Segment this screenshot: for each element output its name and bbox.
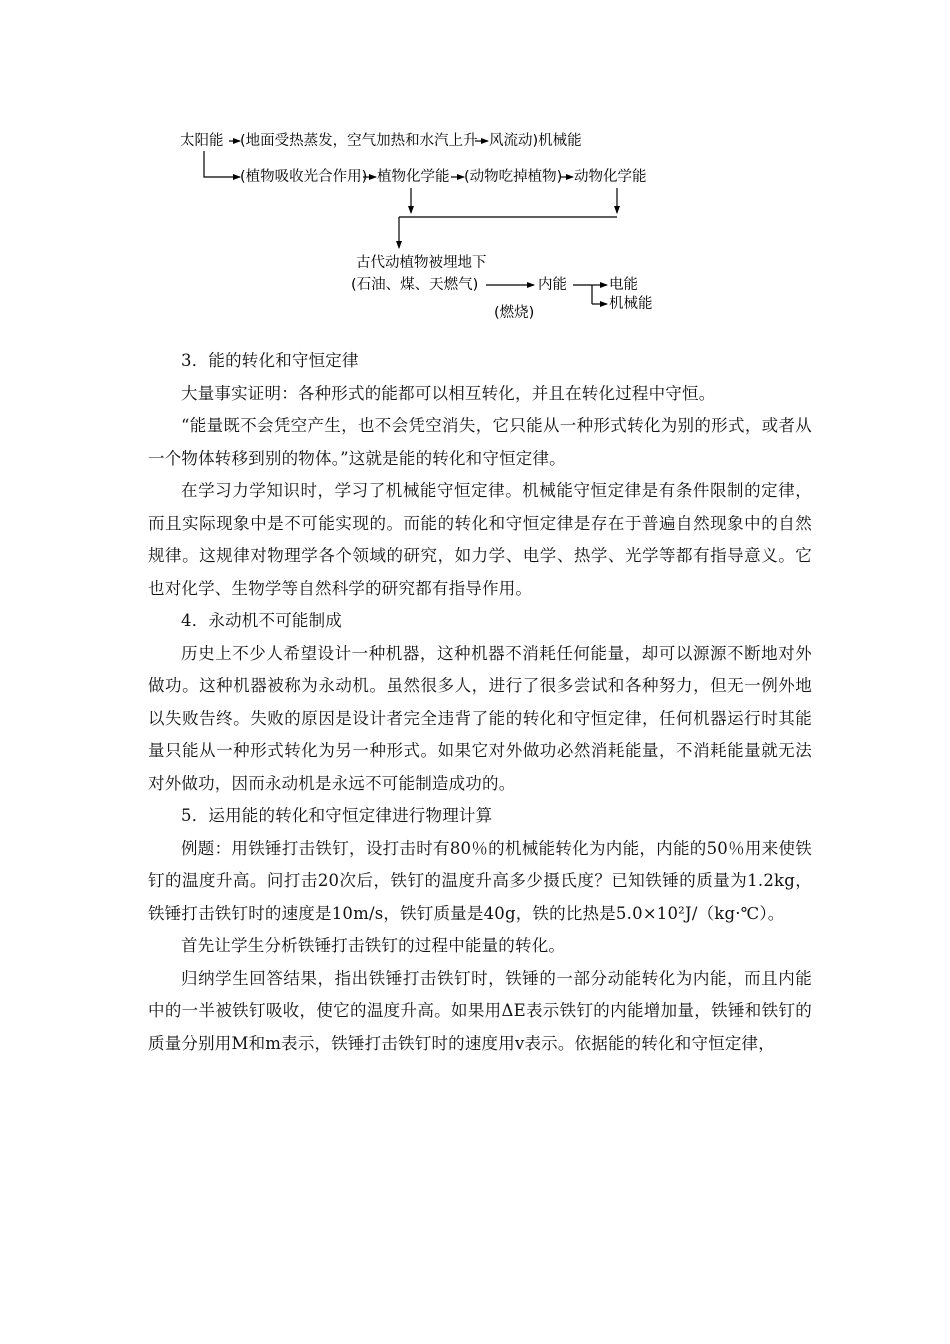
example-problem: 例题：用铁锤打击铁钉，设打击时有80％的机械能转化为内能，内能的50％用来使铁钉的温度升高。问打击20次后，铁钉的温度升高多少摄氏度？已知铁锤的质量为1.2kg，铁锤打击铁钉时的速度是10m/s，铁钉质量是40g，铁的比热是5.0×10²J/（kg·℃）。 [148,838,812,923]
label-mechanical-energy: 机械能 [609,296,653,312]
paragraph: 历史上不少人希望设计一种机器，这种机器不消耗任何能量，却可以源源不断地对外做功。这种机器被称为永动机。虽然很多人，进行了很多尝试和各种努力，但无一例外地以失败告终。失败的原因是设计者完全违背了能的转化和守恒定律，任何机器运行时其能量只能从一种形式转化为另一种形式。如果它对外做功必然消耗能量，不消耗能量就无法对外做功，因而永动机是永远不可能制造成功的。 [148,643,812,793]
paragraph: 大量事实证明：各种形式的能都可以相互转化，并且在转化过程中守恒。 [181,383,716,403]
paragraph: 归纳学生回答结果，指出铁锤打击铁钉时，铁锤的一部分动能转化为内能，而且内能中的一半被铁钉吸收，使它的温度升高。如果用ΔE表示铁钉的内能增加量，铁锤和铁钉的质量分别用M和m表示，铁锤打击铁钉时的速度用v表示。依据能的转化和守恒定律， [148,968,812,1053]
label-animals-eat: (动物吃掉植物) [464,169,563,185]
label-internal-energy: 内能 [538,277,567,293]
label-fossil-line1: 古代动植物被埋地下 [356,255,487,271]
label-fossil-line2: (石油、煤、天燃气) [351,277,479,293]
label-row1-path: (地面受热蒸发，空气加热和水汽上升 [240,133,478,149]
label-sun-energy: 太阳能 [180,133,224,149]
document-body [148,345,812,1060]
label-burning: (燃烧) [494,305,535,321]
energy-flow-diagram [0,0,950,340]
section-heading-5: 5．运用能的转化和守恒定律进行物理计算 [181,806,493,825]
arrow-sun-to-plants [204,151,240,177]
label-photosynthesis: (植物吸收光合作用) [240,169,368,185]
label-animal-chemical: 动物化学能 [574,169,647,185]
paragraph: “能量既不会凭空产生，也不会凭空消失，它只能从一种形式转化为别的形式，或者从一个物体转移到别的物体。”这就是能的转化和守恒定律。 [148,416,812,468]
paragraph: 首先让学生分析铁锤打击铁钉的过程中能量的转化。 [181,936,566,955]
label-wind-mechanical: 风流动)机械能 [489,133,582,149]
label-plant-chemical: 植物化学能 [377,169,450,185]
section-heading-3: 3．能的转化和守恒定律 [181,351,359,370]
label-electric-energy: 电能 [609,277,638,293]
paragraph: 在学习力学知识时，学习了机械能守恒定律。机械能守恒定律是有条件限制的定律，而且实际现象中是不可能实现的。而能的转化和守恒定律是存在于普遍自然现象中的自然规律。这规律对物理学各个领域的研究，如力学、电学、热学、光学等都有指导意义。它也对化学、生物学等自然科学的研究都有指导作用。 [148,481,812,598]
section-heading-4: 4．永动机不可能制成 [181,611,342,630]
